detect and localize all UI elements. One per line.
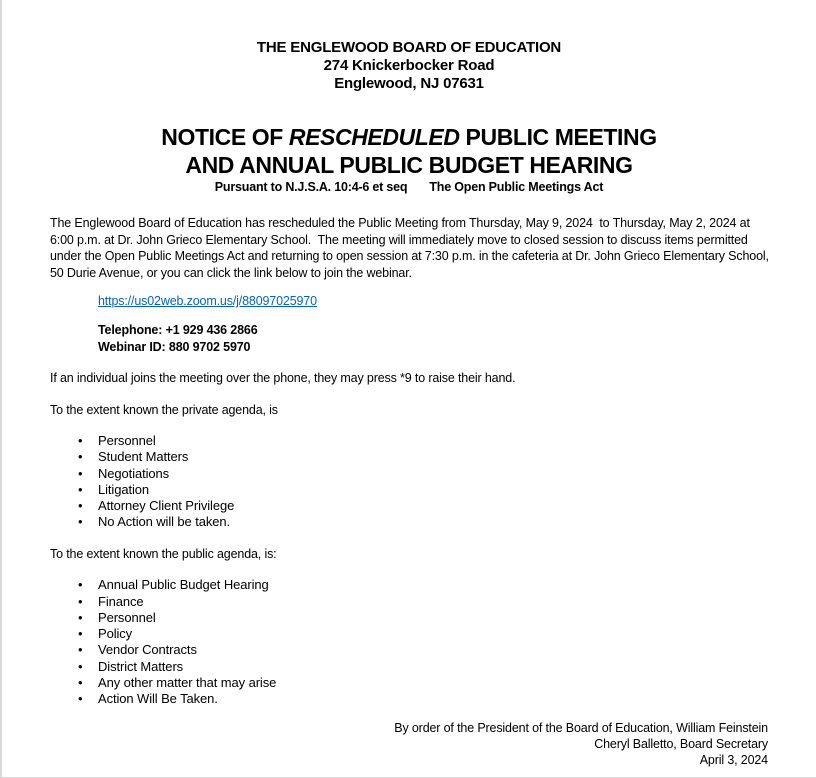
title-rescheduled-word: RESCHEDULED xyxy=(288,124,460,150)
signature-order-line: By order of the President of the Board of Education, William Feinstein xyxy=(394,720,768,735)
signature-block xyxy=(50,720,768,768)
private-agenda-item: • No Action will be taken. xyxy=(50,514,768,530)
org-address-street: 274 Knickerbocker Road xyxy=(323,57,495,74)
zoom-link-row xyxy=(98,292,768,310)
letterhead xyxy=(50,39,768,93)
signature-date: April 3, 2024 xyxy=(699,752,768,767)
public-agenda-item: • District Matters xyxy=(50,659,768,675)
intro-paragraph: The Englewood Board of Education has rescheduled the Public Meeting from Thursday, May 9, 2024 to Thursday, May 2, 2024 at 6:00 p.m. at Dr. John Grieco Elementary School. The meeting will immediately move to closed session to discuss items permitted under the Open Public Meetings Act and returning to open session at 7:30 p.m. in the cafeteria at Dr. John Grieco Elementary School, 50 Durie Avenue, or you can click the link below to join the webinar. xyxy=(50,216,773,280)
public-agenda-item: • Finance xyxy=(50,594,768,610)
webinar-id-line: Webinar ID: 880 9702 5970 xyxy=(98,339,251,354)
private-agenda-item: • Personnel xyxy=(50,433,768,449)
public-agenda-item: • Action Will Be Taken. xyxy=(50,691,768,707)
notice-subtitle xyxy=(50,179,768,195)
zoom-webinar-link[interactable]: https://us02web.zoom.us/j/88097025970 xyxy=(98,294,317,308)
private-agenda-item: • Attorney Client Privilege xyxy=(50,498,768,514)
notice-title-line2: AND ANNUAL PUBLIC BUDGET HEARING xyxy=(185,151,633,178)
org-address-city: Englewood, NJ 07631 xyxy=(334,75,484,92)
org-name: THE ENGLEWOOD BOARD OF EDUCATION xyxy=(256,39,562,56)
phone-note: If an individual joins the meeting over the phone, they may press *9 to raise their hand. xyxy=(50,371,516,385)
public-agenda-item: • Vendor Contracts xyxy=(50,642,768,658)
signature-secretary-line: Cheryl Balletto, Board Secretary xyxy=(594,736,768,751)
title-suffix: PUBLIC MEETING xyxy=(459,124,657,150)
public-agenda-intro: To the extent known the public agenda, is: xyxy=(50,546,277,561)
private-agenda-item: • Litigation xyxy=(50,482,768,498)
public-agenda-item: • Personnel xyxy=(50,610,768,626)
private-agenda-item: • Negotiations xyxy=(50,466,768,482)
subtitle-statute: Pursuant to N.J.S.A. 10:4-6 et seq xyxy=(214,180,408,194)
subtitle-act: The Open Public Meetings Act xyxy=(429,180,604,194)
phone-block xyxy=(98,322,768,355)
private-agenda-intro: To the extent known the private agenda, is xyxy=(50,402,278,417)
public-agenda-list xyxy=(50,577,768,707)
telephone-line: Telephone: +1 929 436 2866 xyxy=(98,323,258,337)
notice-title xyxy=(50,124,768,179)
private-agenda-item: • Student Matters xyxy=(50,449,768,465)
public-agenda-item: • Annual Public Budget Hearing xyxy=(50,577,768,593)
public-agenda-item: • Policy xyxy=(50,626,768,642)
private-agenda-list xyxy=(50,433,768,531)
title-prefix: NOTICE OF xyxy=(161,124,289,150)
public-agenda-item: • Any other matter that may arise xyxy=(50,675,768,691)
notice-title-line1 xyxy=(50,124,768,152)
